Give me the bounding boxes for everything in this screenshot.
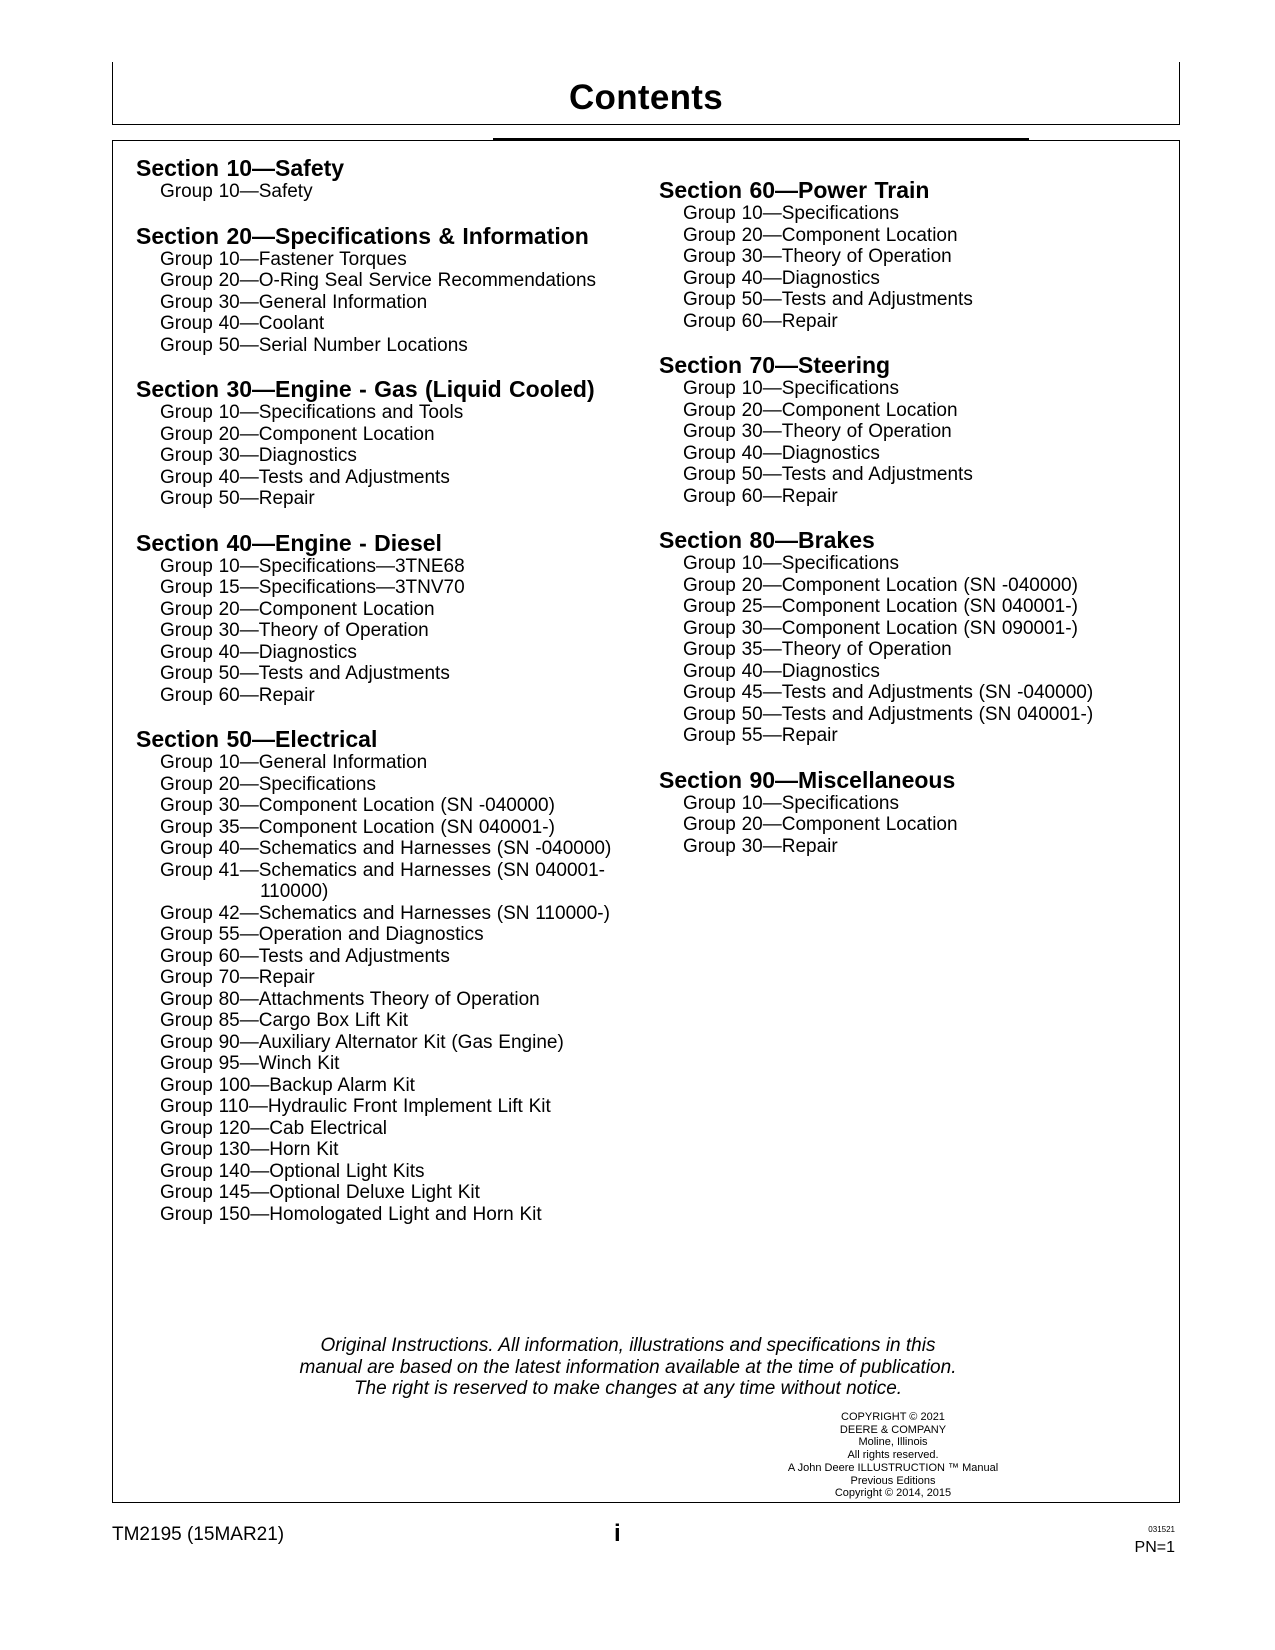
group-link[interactable]: Group 50—Repair	[160, 488, 315, 509]
group-link[interactable]: Group 100—Backup Alarm Kit	[160, 1074, 415, 1096]
copyright-line: Moline, Illinois	[858, 1436, 928, 1449]
group-link[interactable]: Group 40—Diagnostics	[160, 641, 357, 663]
group-link[interactable]: Group 80—Attachments Theory of Operation	[160, 988, 540, 1010]
group-list	[659, 203, 1159, 332]
toc-section	[136, 155, 636, 203]
group-link[interactable]: Group 40—Tests and Adjustments	[160, 466, 450, 488]
toc-section	[136, 223, 636, 357]
group-link[interactable]: Group 40—Diagnostics	[683, 442, 880, 464]
manual-id: TM2195 (15MAR21)	[112, 1524, 285, 1545]
group-link[interactable]: Group 85—Cargo Box Lift Kit	[160, 1010, 409, 1031]
section-heading[interactable]: Section 30—Engine - Gas (Liquid Cooled)	[136, 376, 595, 402]
group-link[interactable]: Group 35—Theory of Operation	[683, 639, 952, 660]
header	[112, 62, 1180, 125]
group-link[interactable]: Group 50—Tests and Adjustments	[160, 663, 450, 684]
notice-line: Original Instructions. All information, illustrations and specifications in this	[320, 1335, 936, 1356]
group-link[interactable]: Group 130—Horn Kit	[160, 1139, 339, 1160]
group-link[interactable]: Group 60—Repair	[160, 684, 315, 706]
group-link[interactable]: Group 50—Serial Number Locations	[160, 334, 468, 356]
group-link[interactable]: Group 30—Diagnostics	[160, 445, 357, 466]
group-list	[659, 378, 1159, 507]
group-list	[136, 752, 636, 1225]
group-link[interactable]: Group 30—Theory of Operation	[683, 246, 952, 267]
group-link[interactable]: Group 10—Safety	[160, 181, 313, 202]
group-link[interactable]: Group 70—Repair	[160, 967, 315, 988]
group-link[interactable]: Group 60—Tests and Adjustments	[160, 945, 450, 967]
section-heading[interactable]: Section 10—Safety	[136, 155, 345, 181]
section-heading[interactable]: Section 50—Electrical	[136, 726, 378, 752]
page-number: i	[614, 1520, 621, 1547]
group-link[interactable]: Group 50—Tests and Adjustments (SN 040001-)	[683, 703, 1094, 725]
group-link[interactable]: Group 40—Diagnostics	[683, 267, 880, 289]
group-link[interactable]: Group 30—Component Location (SN 090001-)	[683, 617, 1078, 639]
copyright-block	[773, 1411, 1013, 1500]
group-link[interactable]: Group 145—Optional Deluxe Light Kit	[160, 1182, 480, 1203]
group-link[interactable]: Group 20—Specifications	[160, 773, 376, 795]
group-link[interactable]: Group 10—Specifications	[683, 553, 899, 574]
group-link[interactable]: Group 150—Homologated Light and Horn Kit	[160, 1203, 542, 1225]
toc-section	[659, 177, 1159, 332]
group-list	[136, 249, 636, 357]
group-link[interactable]: Group 10—Fastener Torques	[160, 248, 407, 270]
toc-section	[659, 352, 1159, 507]
group-link[interactable]: Group 110—Hydraulic Front Implement Lift Kit	[160, 1096, 551, 1117]
group-list	[659, 793, 1159, 858]
section-heading[interactable]: Section 90—Miscellaneous	[659, 766, 956, 793]
toc-section	[659, 527, 1159, 747]
group-link[interactable]: Group 20—Component Location	[160, 423, 435, 445]
page-title: Contents	[568, 78, 724, 117]
copyright-line: COPYRIGHT © 2021	[841, 1411, 945, 1423]
group-link[interactable]: Group 10—Specifications	[683, 203, 899, 224]
notice-line: manual are based on the latest information available at the time of publication.	[299, 1356, 957, 1378]
group-link[interactable]: Group 55—Operation and Diagnostics	[160, 924, 484, 945]
group-link[interactable]: Group 30—Theory of Operation	[160, 620, 429, 641]
group-link[interactable]: Group 10—General Information	[160, 752, 428, 773]
left-column	[136, 155, 636, 1245]
group-list	[136, 181, 636, 203]
page-pn: PN=1	[1134, 1539, 1175, 1556]
group-link[interactable]: Group 30—Component Location (SN -040000)	[160, 795, 555, 816]
group-link[interactable]: Group 30—Repair	[683, 835, 838, 857]
contents-frame	[112, 140, 1180, 1503]
group-link[interactable]: Group 25—Component Location (SN 040001-)	[683, 596, 1078, 617]
copyright-line: A John Deere ILLUSTRUCTION ™ Manual	[787, 1461, 999, 1474]
toc-section	[136, 530, 636, 707]
group-link[interactable]: Group 30—General Information	[160, 291, 428, 313]
footer-code: 031521	[1148, 1525, 1175, 1534]
copyright-line: Previous Editions	[850, 1474, 936, 1487]
section-heading[interactable]: Section 60—Power Train	[659, 177, 930, 203]
group-link[interactable]: Group 15—Specifications—3TNV70	[160, 577, 465, 598]
group-link[interactable]: Group 140—Optional Light Kits	[160, 1160, 425, 1182]
group-list	[659, 553, 1159, 747]
copyright-line: DEERE & COMPANY	[839, 1423, 947, 1436]
group-list	[136, 402, 636, 510]
group-link[interactable]: Group 60—Repair	[683, 485, 838, 507]
section-heading[interactable]: Section 20—Specifications & Information	[136, 222, 589, 249]
toc-section	[136, 726, 636, 1225]
group-link[interactable]: Group 90—Auxiliary Alternator Kit (Gas Engine)	[160, 1031, 564, 1053]
group-link[interactable]: Group 10—Specifications	[683, 792, 899, 814]
section-heading[interactable]: Section 40—Engine - Diesel	[136, 529, 442, 556]
group-list	[136, 556, 636, 707]
group-link[interactable]: Group 20—Component Location (SN -040000)	[683, 574, 1078, 596]
notice-line: The right is reserved to make changes at any time without notice.	[353, 1378, 903, 1399]
right-column	[659, 177, 1159, 877]
group-link[interactable]: Group 20—Component Location	[683, 814, 958, 835]
group-link[interactable]: Group 95—Winch Kit	[160, 1053, 340, 1074]
group-link[interactable]: Group 50—Tests and Adjustments	[683, 464, 973, 485]
group-link[interactable]: Group 20—Component Location	[683, 399, 958, 421]
group-link[interactable]: Group 10—Specifications	[683, 378, 899, 399]
group-link[interactable]: Group 120—Cab Electrical	[160, 1117, 387, 1139]
copyright-line: All rights reserved.	[847, 1449, 939, 1462]
notice	[113, 1335, 1179, 1400]
group-link[interactable]: Group 50—Tests and Adjustments	[683, 289, 973, 310]
section-heading[interactable]: Section 70—Steering	[659, 352, 891, 378]
group-link[interactable]: Group 35—Component Location (SN 040001-)	[160, 816, 555, 838]
toc-section	[136, 376, 636, 510]
group-link[interactable]: Group 45—Tests and Adjustments (SN -040000)	[683, 682, 1094, 703]
frame-accent-rule	[493, 138, 1029, 141]
copyright-line: Copyright © 2014, 2015	[834, 1487, 952, 1500]
group-link[interactable]: Group 10—Specifications—3TNE68	[160, 555, 465, 577]
group-link[interactable]: Group 20—O-Ring Seal Service Recommendations	[160, 270, 597, 291]
group-link[interactable]: Group 55—Repair	[683, 725, 838, 746]
section-heading[interactable]: Section 80—Brakes	[659, 527, 875, 553]
group-link[interactable]: Group 40—Schematics and Harnesses (SN -040000)	[160, 838, 612, 859]
group-link[interactable]: Group 60—Repair	[683, 310, 838, 332]
group-link[interactable]: Group 42—Schematics and Harnesses (SN 110000-)	[160, 902, 610, 924]
toc-section	[659, 767, 1159, 858]
group-link[interactable]: Group 30—Theory of Operation	[683, 421, 952, 442]
group-link[interactable]: Group 10—Specifications and Tools	[160, 402, 464, 423]
group-link[interactable]: Group 20—Component Location	[683, 224, 958, 246]
group-link[interactable]: Group 40—Coolant	[160, 313, 325, 334]
group-link[interactable]: Group 41—Schematics and Harnesses (SN 040001-110000)	[160, 859, 606, 902]
group-link[interactable]: Group 20—Component Location	[160, 598, 435, 620]
group-link[interactable]: Group 40—Diagnostics	[683, 660, 880, 682]
